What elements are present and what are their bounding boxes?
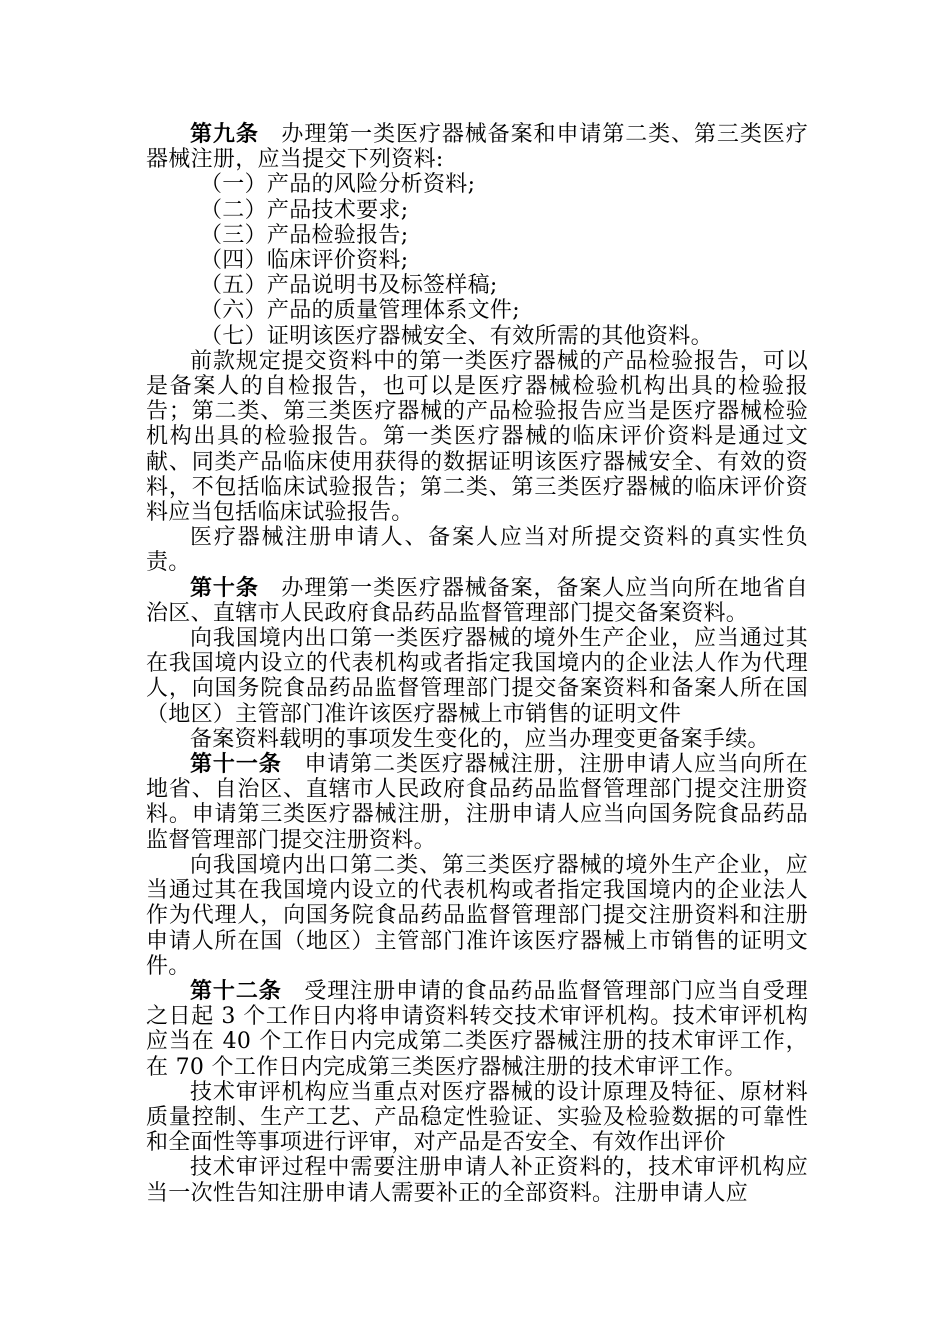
article-12-lead xyxy=(146,979,808,1080)
article-12-paragraph-2: 技术审评机构应当重点对医疗器械的设计原理及特征、原材料质量控制、生产工艺、产品稳定性验证、实验及检验数据的可靠性和全面性等事项进行评审，对产品是否安全、有效作出评价 xyxy=(146,1079,808,1156)
list-item: （一）产品的风险分析资料; xyxy=(200,172,476,198)
list-item: （五）产品说明书及标签样稿; xyxy=(200,273,498,299)
list-item: （二）产品技术要求; xyxy=(200,197,409,223)
article-10-paragraph-2: 向我国境内出口第一类医疗器械的境外生产企业，应当通过其在我国境内设立的代表机构或者指定我国境内的企业法人作为代理人，向国务院食品药品监督管理部门提交备案资料和备案人所在国（地区）主管部门准许该医疗器械上市销售的证明文件 xyxy=(146,626,808,727)
list-item: （四）临床评价资料; xyxy=(200,248,409,274)
article-10-heading: 第十条 xyxy=(190,575,259,601)
article-10-paragraph-3: 备案资料载明的事项发生变化的，应当办理变更备案手续。 xyxy=(190,726,770,752)
article-11-lead xyxy=(146,752,808,853)
article-11-paragraph-2: 向我国境内出口第二类、第三类医疗器械的境外生产企业，应当通过其在我国境内设立的代表机构或者指定我国境内的企业法人作为代理人，向国务院食品药品监督管理部门提交注册资料和注册申请人所在国（地区）主管部门准许该医疗器械上市销售的证明文件。 xyxy=(146,852,808,979)
document-body xyxy=(146,122,808,1206)
list-item: （七）证明该医疗器械安全、有效所需的其他资料。 xyxy=(200,323,713,349)
list-item: （三）产品检验报告; xyxy=(200,222,409,248)
article-12-lead-text: 受理注册申请的食品药品监督管理部门应当自受理之日起 3 个工作日内将申请资料转交技术审评机构。技术审评机构应当在 40 个工作日内完成第二类医疗器械注册的技术审评工作，在 70 个工作日内完成第三类医疗器械注册的技术审评工作。 xyxy=(146,978,809,1080)
article-9-lead xyxy=(146,122,808,172)
article-9-paragraph-2: 前款规定提交资料中的第一类医疗器械的产品检验报告，可以是备案人的自检报告，也可以是医疗器械检验机构出具的检验报告；第二类、第三类医疗器械的产品检验报告应当是医疗器械检验机构出具的检验报告。第一类医疗器械的临床评价资料是通过文献、同类产品临床使用获得的数据证明该医疗器械安全、有效的资料，不包括临床试验报告；第二类、第三类医疗器械的临床评价资料应当包括临床试验报告。 xyxy=(146,348,808,526)
article-11-heading: 第十一条 xyxy=(190,752,282,778)
article-12-heading: 第十二条 xyxy=(190,978,282,1004)
list-item: （六）产品的质量管理体系文件; xyxy=(200,298,520,324)
article-9-paragraph-3: 医疗器械注册申请人、备案人应当对所提交资料的真实性负责。 xyxy=(146,525,808,576)
article-12-paragraph-3: 技术审评过程中需要注册申请人补正资料的，技术审评机构应当一次性告知注册申请人需要补正的全部资料。注册申请人应 xyxy=(146,1155,808,1206)
article-9-lead-text: 办理第一类医疗器械备案和申请第二类、第三类医疗器械注册，应当提交下列资料: xyxy=(146,122,809,173)
article-11-lead-text: 申请第二类医疗器械注册，注册申请人应当向所在地省、自治区、直辖市人民政府食品药品监督管理部门提交注册资料。申请第三类医疗器械注册，注册申请人应当向国务院食品药品监督管理部门提交注册资料。 xyxy=(146,752,809,853)
article-10-lead-text: 办理第一类医疗器械备案，备案人应当向所在地省自治区、直辖市人民政府食品药品监督管理部门提交备案资料。 xyxy=(146,575,809,626)
article-10-lead xyxy=(146,576,808,626)
article-9-heading: 第九条 xyxy=(190,122,259,147)
